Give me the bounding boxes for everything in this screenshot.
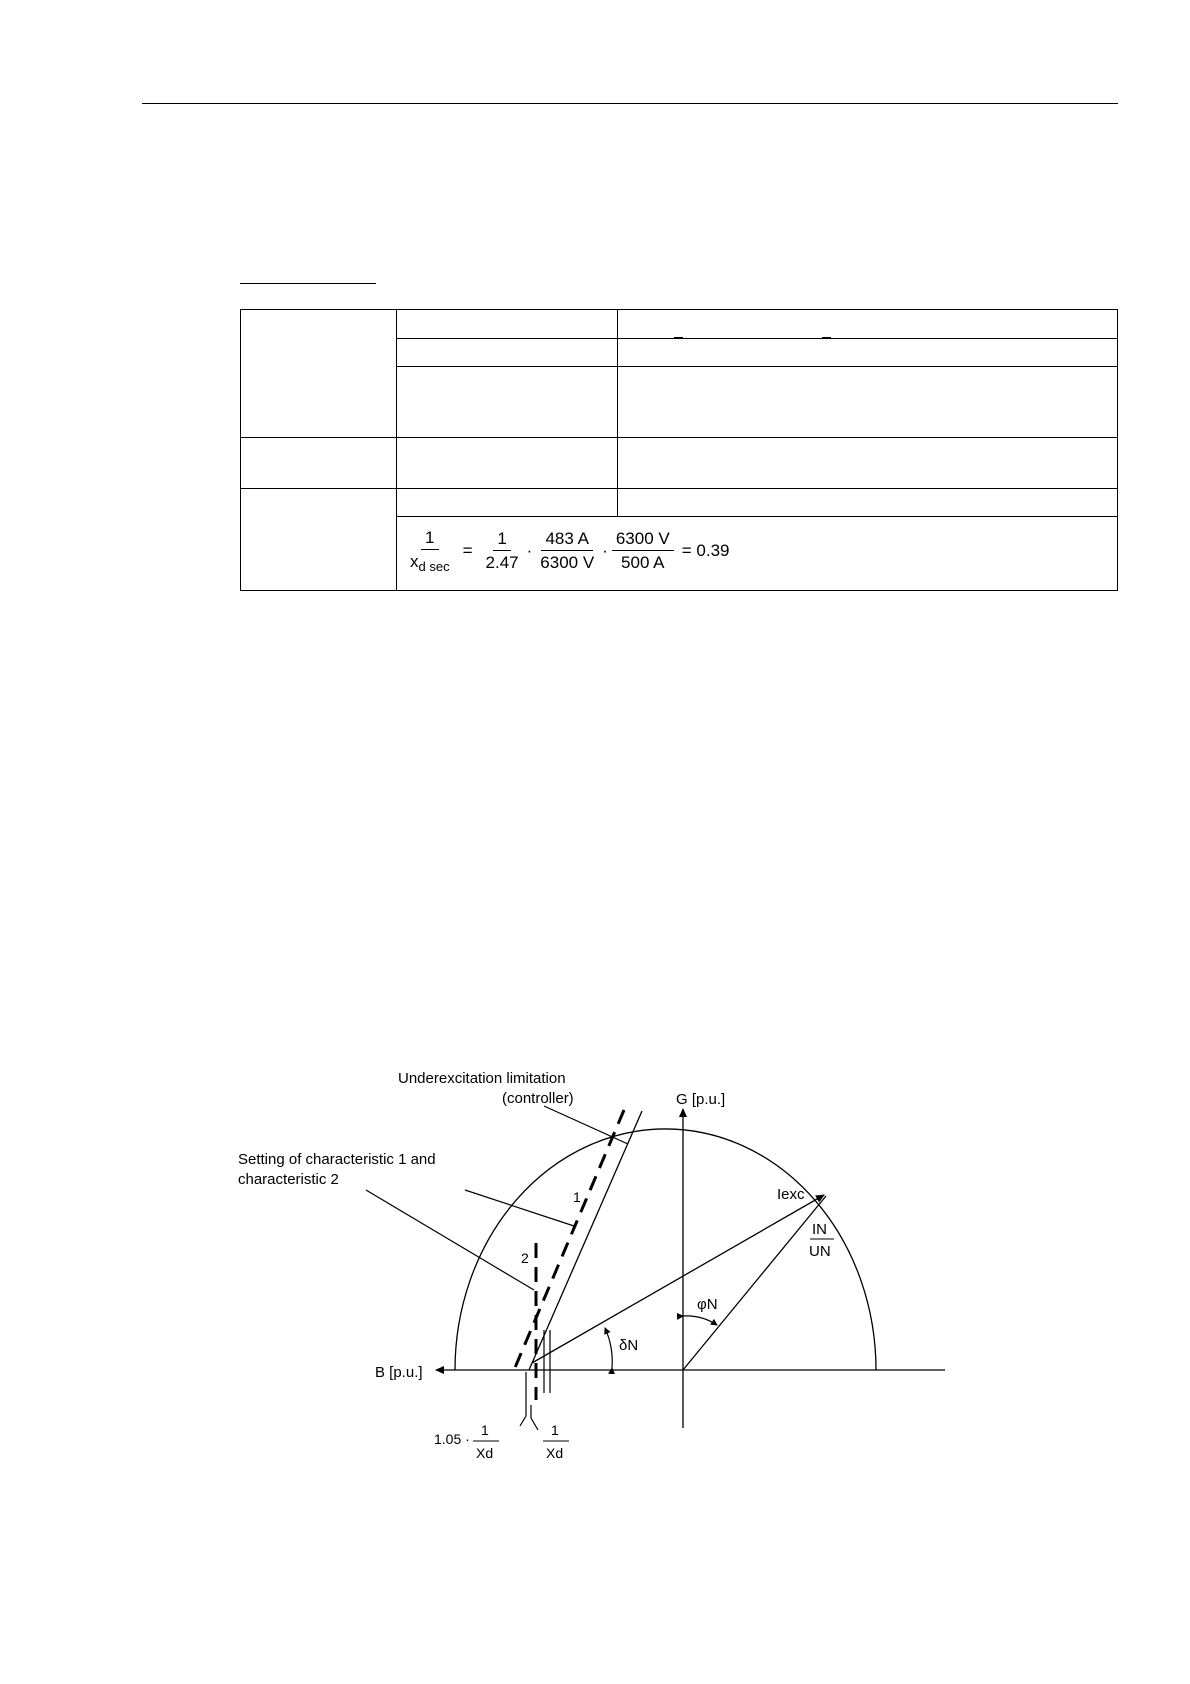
- leader-line: [531, 1405, 538, 1430]
- leader-line: [544, 1106, 628, 1144]
- label-setting-2: characteristic 2: [238, 1171, 339, 1188]
- formula-f1-denominator: 2.47: [485, 552, 519, 572]
- label-frac2-numerator: 1: [551, 1422, 559, 1438]
- label-g-axis: G [p.u.]: [676, 1091, 726, 1108]
- label-controller: (controller): [502, 1090, 574, 1107]
- label-factor: 1.05 ·: [434, 1431, 470, 1447]
- in-un-vector: [683, 1196, 826, 1370]
- label-characteristic-1: 1: [573, 1189, 581, 1205]
- formula-dot: ·: [602, 541, 608, 560]
- label-characteristic-2: 2: [521, 1250, 529, 1266]
- leader-line: [520, 1416, 526, 1426]
- label-frac2-denominator: Xd: [546, 1445, 564, 1461]
- formula-lhs-numerator: 1: [421, 528, 438, 550]
- formula-f3-denominator: 500 A: [621, 552, 665, 572]
- formula-f3-numerator: 6300 V: [612, 529, 674, 551]
- formula-f1-numerator: 1: [493, 529, 510, 551]
- phi-n-arc: [683, 1316, 717, 1325]
- label-phi-n: φN: [697, 1296, 718, 1313]
- formula-result: = 0.39: [681, 541, 730, 560]
- formula-lhs-denominator: x: [410, 552, 419, 571]
- formula-f2-numerator: 483 A: [541, 529, 593, 551]
- underexcitation-limit-line: [529, 1111, 642, 1370]
- label-un: UN: [809, 1243, 831, 1260]
- formula-lhs-subscript: d sec: [418, 559, 450, 574]
- label-frac1-numerator: 1: [481, 1422, 489, 1438]
- label-underexcitation: Underexcitation limitation: [398, 1070, 566, 1087]
- label-delta-n: δN: [619, 1337, 639, 1354]
- label-frac1-denominator: Xd: [476, 1445, 494, 1461]
- formula-equals: =: [462, 541, 473, 560]
- characteristic-1-line: [514, 1110, 624, 1370]
- formula-f2-denominator: 6300 V: [540, 552, 595, 572]
- label-setting-1: Setting of characteristic 1 and: [238, 1151, 436, 1168]
- label-b-axis: B [p.u.]: [375, 1364, 423, 1381]
- label-iexc: Iexc: [777, 1186, 805, 1203]
- delta-n-arc: [605, 1328, 612, 1368]
- label-in: IN: [812, 1221, 827, 1238]
- formula-dot: ·: [526, 541, 533, 560]
